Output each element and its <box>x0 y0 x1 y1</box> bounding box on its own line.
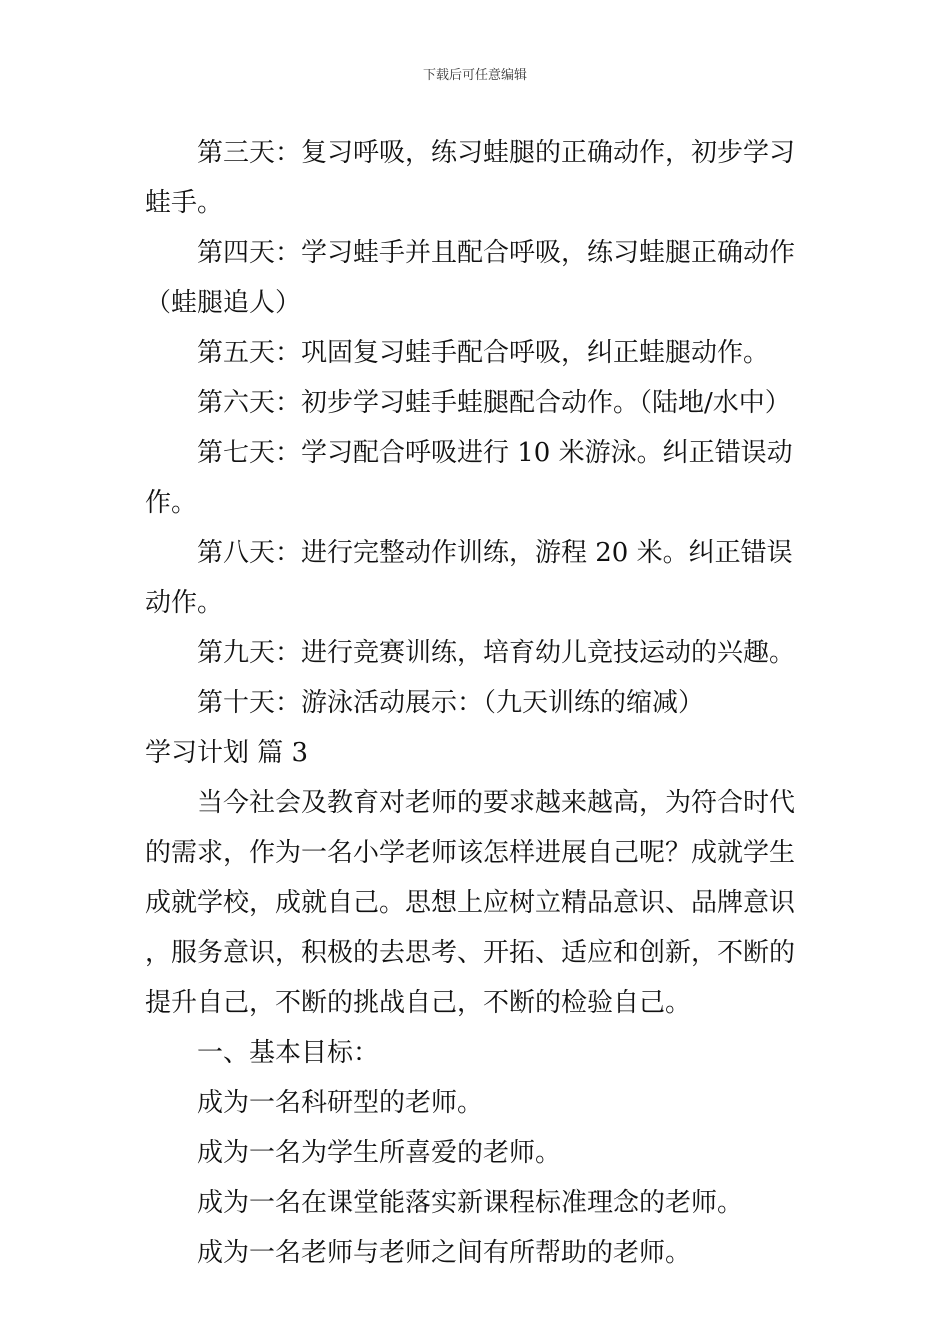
paragraph-intro: 当今社会及教育对老师的要求越来越高，为符合时代的需求，作为一名小学老师该怎样进展自己呢？成就学生成就学校，成就自己。思想上应树立精品意识、品牌意识 ，服务意识，积极的去思考、开拓、适应和创新，不断的提升自己，不断的挑战自己，不断的检验自己。 <box>145 788 796 1018</box>
paragraph-day-9: 第九天：进行竞赛训练，培育幼儿竞技运动的兴趣。 <box>197 638 796 668</box>
paragraph-day-5: 第五天：巩固复习蛙手配合呼吸，纠正蛙腿动作。 <box>197 338 770 368</box>
paragraph-day-3: 第三天：复习呼吸，练习蛙腿的正确动作，初步学习蛙手。 <box>145 138 796 218</box>
page-header: 下载后可任意编辑 <box>422 68 527 83</box>
goal-item: 成为一名在课堂能落实新课程标准理念的老师。 <box>197 1188 744 1218</box>
document-body <box>145 128 810 1278</box>
section-heading: 学习计划 篇 3 <box>145 738 309 768</box>
paragraph-day-6: 第六天：初步学习蛙手蛙腿配合动作。（陆地/水中） <box>197 388 791 418</box>
paragraph-day-10: 第十天：游泳活动展示：（九天训练的缩减） <box>197 688 705 718</box>
goal-item: 成为一名为学生所喜爱的老师。 <box>197 1138 562 1168</box>
goal-item: 成为一名老师与老师之间有所帮助的老师。 <box>197 1238 692 1268</box>
paragraph-day-8: 第八天：进行完整动作训练，游程 20 米。纠正错误动作。 <box>145 538 793 618</box>
paragraph-day-4: 第四天：学习蛙手并且配合呼吸，练习蛙腿正确动作（蛙腿追人） <box>145 238 796 318</box>
subheading-basic-goals: 一、基本目标： <box>197 1038 380 1068</box>
goal-item: 成为一名科研型的老师。 <box>197 1088 484 1118</box>
paragraph-day-7: 第七天：学习配合呼吸进行 10 米游泳。纠正错误动作。 <box>145 438 793 518</box>
